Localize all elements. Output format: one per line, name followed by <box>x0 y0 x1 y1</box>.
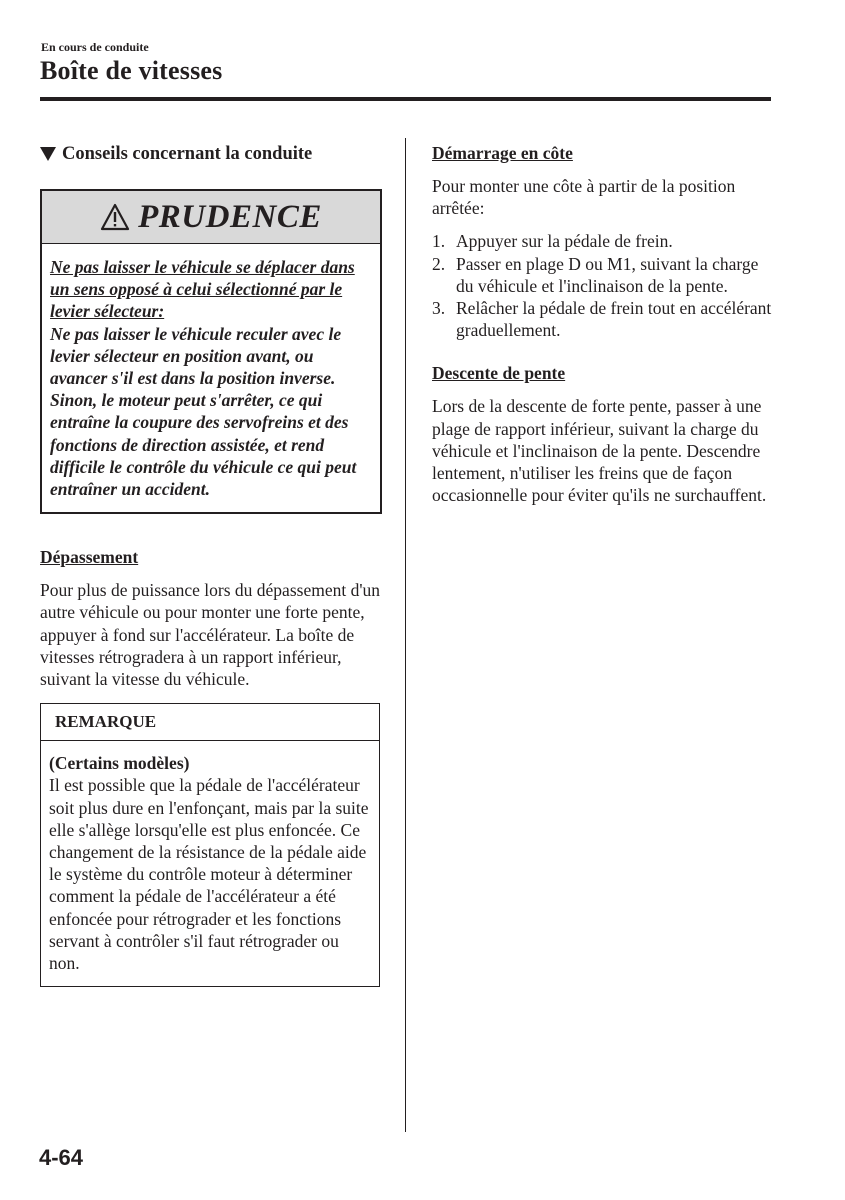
remark-text: Il est possible que la pédale de l'accélérateur soit plus dure en l'enfonçant, mais par la suite elle s'allège lorsqu'elle est plus enfoncée. Ce changement de la résistance de la pédale aide le système du contrôle moteur à déterminer comment la pédale de l'accélérateur a été enfoncée pour rétrograder et les fonctions servant à contrôler s'il faut rétrograder ou non. <box>49 775 369 974</box>
left-column <box>40 142 382 987</box>
triangle-bullet-icon <box>40 147 56 161</box>
heading-descent: Descente de pente <box>432 363 566 384</box>
caution-header <box>42 191 380 244</box>
section-label: En cours de conduite <box>41 40 149 54</box>
step-text: Passer en plage D ou M1, suivant la charge du véhicule et l'inclinaison de la pente. <box>456 253 759 296</box>
list-item <box>432 297 777 341</box>
caution-text: Ne pas laisser le véhicule reculer avec le levier sélecteur en position avant, ou avancer s'il est dans la position inverse. Sinon, le moteur peut s'arrêter, ce qui entraîne la coupure des servofreins et des fonctions de direction assistée, et rend difficile le contrôle du véhicule ce qui peut entraîner un accident. <box>50 323 357 500</box>
caution-body <box>42 244 380 512</box>
hill-start-intro: Pour monter une côte à partir de la position arrêtée: <box>432 176 736 219</box>
caution-box <box>40 189 382 514</box>
overtaking-text: Pour plus de puissance lors du dépassement d'un autre véhicule ou pour monter une forte pente, appuyer à fond sur l'accélérateur. La boîte de vitesses rétrogradera à un rapport inférieur, suivant la vitesse du véhicule. <box>40 580 380 690</box>
step-number: 2. <box>432 253 446 274</box>
page-number: 4-64 <box>39 1145 84 1170</box>
caution-lead: Ne pas laisser le véhicule se déplacer dans un sens opposé à celui sélectionné par le levier sélecteur: <box>50 257 355 322</box>
list-item <box>432 230 777 252</box>
warning-triangle-icon <box>100 203 130 231</box>
caution-title: PRUDENCE <box>138 198 322 235</box>
subheading-text: Conseils concernant la conduite <box>62 143 313 164</box>
page-title: Boîte de vitesses <box>40 56 223 85</box>
heading-overtaking: Dépassement <box>40 547 139 568</box>
remark-body <box>41 741 379 986</box>
remark-box <box>40 703 380 987</box>
heading-hill-start: Démarrage en côte <box>432 143 573 163</box>
remark-models: (Certains modèles) <box>49 753 190 774</box>
title-rule <box>40 97 771 101</box>
step-text: Appuyer sur la pédale de frein. <box>456 231 673 252</box>
subheading-driving-tips <box>40 142 382 166</box>
step-text: Relâcher la pédale de frein tout en accélérant graduellement. <box>456 298 772 341</box>
column-divider <box>405 138 406 1132</box>
remark-label: REMARQUE <box>41 704 379 741</box>
list-item <box>432 253 777 297</box>
step-number: 3. <box>432 298 446 319</box>
right-column <box>432 142 777 506</box>
step-number: 1. <box>432 231 446 252</box>
descent-text: Lors de la descente de forte pente, passer à une plage de rapport inférieur, suivant la charge du véhicule et l'inclinaison de la pente. Descendre lentement, n'utiliser les freins que de façon occasionnelle pour éviter qu'ils ne surchauffent. <box>432 396 767 506</box>
hill-start-steps <box>432 230 777 341</box>
